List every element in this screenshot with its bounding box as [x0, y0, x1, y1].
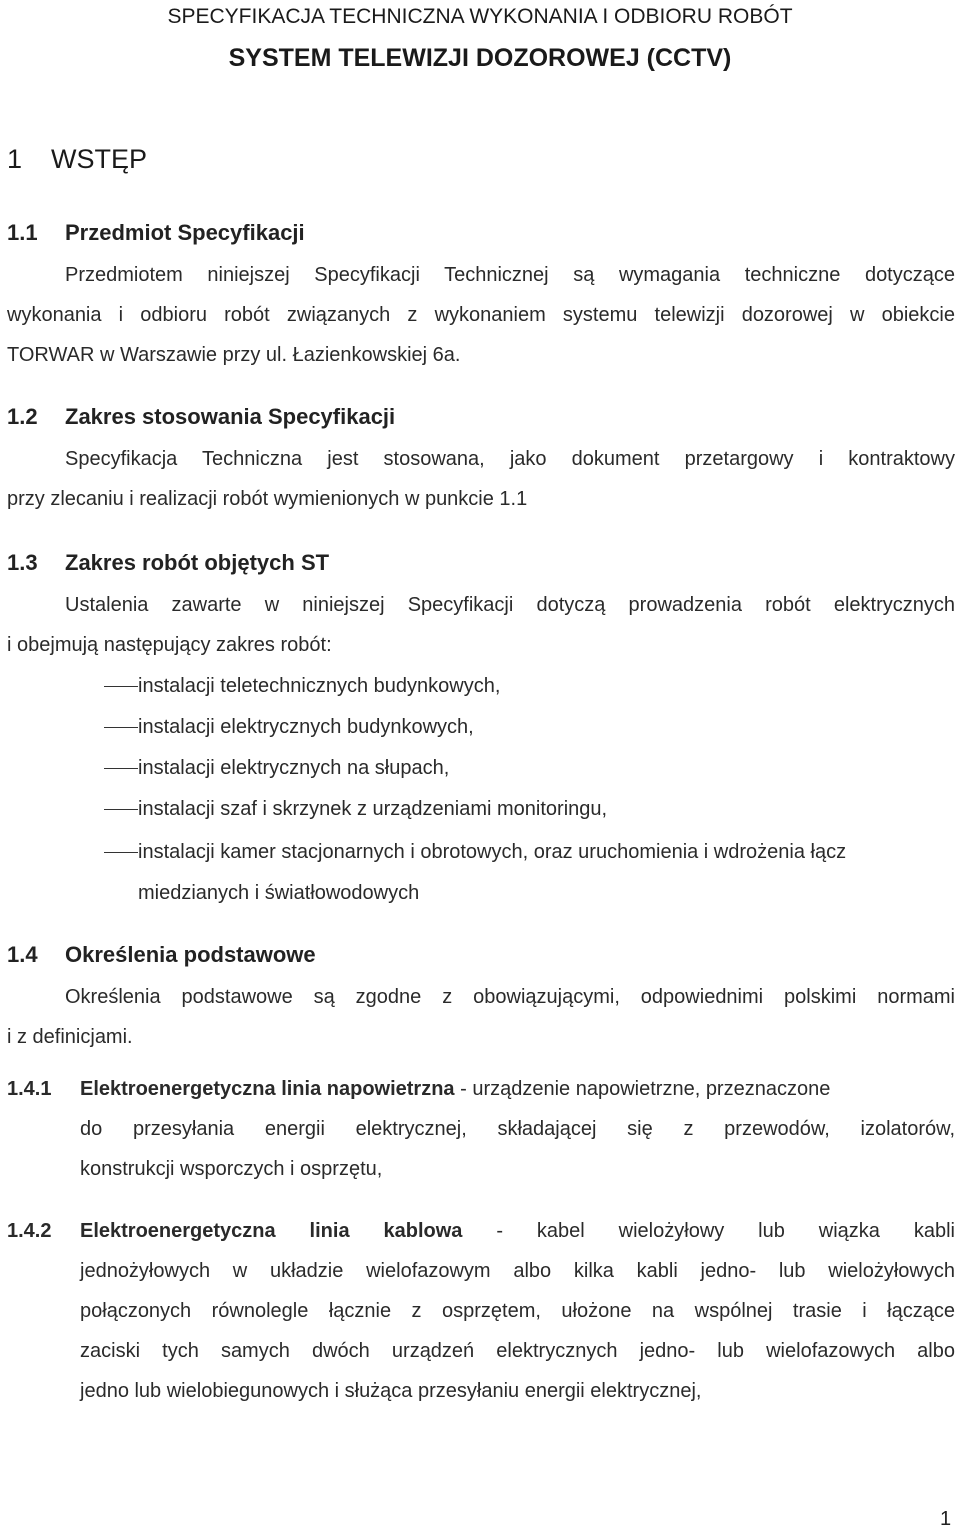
- definition-number: 1.4.1: [7, 1078, 52, 1100]
- subsection-heading-1-4: [7, 942, 316, 968]
- definition-line: jedno lub wielobiegunowych i służąca przesyłaniu energii elektrycznej,: [80, 1380, 702, 1402]
- definition-first-line: [80, 1220, 955, 1243]
- definition-line: zaciski tych samych dwóch urządzeń elektrycznych jedno- lub wielofazowych albo: [80, 1340, 955, 1362]
- subsection-number: 1.1: [7, 220, 38, 245]
- paragraph-line: Specyfikacja Techniczna jest stosowana, jako dokument przetargowy i kontraktowy: [65, 448, 955, 470]
- page-number: 1: [940, 1508, 952, 1530]
- paragraph-line: Określenia podstawowe są zgodne z obowiązującymi, odpowiednimi polskimi normami: [65, 986, 955, 1008]
- subsection-heading-1-3: [7, 550, 329, 576]
- list-item: instalacji kamer stacjonarnych i obrotowych, oraz uruchomienia i wdrożenia łącz: [138, 841, 847, 863]
- definition-line: do przesyłania energii elektrycznej, składającej się z przewodów, izolatorów,: [80, 1118, 955, 1140]
- subsection-heading-1-1: [7, 220, 305, 246]
- section-title: WSTĘP: [51, 144, 148, 174]
- list-dash: [104, 809, 138, 810]
- subsection-title: Przedmiot Specyfikacji: [65, 220, 305, 245]
- subsection-heading-1-2: [7, 404, 395, 430]
- section-heading-1: [7, 144, 147, 175]
- list-item: instalacji elektrycznych budynkowych,: [138, 716, 474, 738]
- definition-text: - urządzenie napowietrzne, przeznaczone: [454, 1078, 831, 1100]
- document-header-subtitle: SYSTEM TELEWIZJI DOZOROWEJ (CCTV): [228, 44, 732, 72]
- section-number: 1: [7, 144, 23, 174]
- definition-line: połączonych równolegle łącznie z osprzętem, ułożone na wspólnej trasie i łączące: [80, 1300, 955, 1322]
- list-item: instalacji teletechnicznych budynkowych,: [138, 675, 501, 697]
- subsection-number: 1.3: [7, 550, 38, 575]
- paragraph-line: i obejmują następujący zakres robót:: [7, 634, 332, 656]
- paragraph-line: Ustalenia zawarte w niniejszej Specyfikacji dotyczą prowadzenia robót elektrycznych: [65, 594, 955, 616]
- list-item: instalacji elektrycznych na słupach,: [138, 757, 450, 779]
- list-dash: [104, 852, 138, 853]
- subsection-title: Zakres robót objętych ST: [65, 550, 330, 575]
- list-item-continuation: miedzianych i światłowodowych: [138, 882, 420, 904]
- definition-number: 1.4.2: [7, 1220, 52, 1242]
- paragraph-line: i z definicjami.: [7, 1026, 133, 1048]
- list-dash: [104, 768, 138, 769]
- paragraph-line: Przedmiotem niniejszej Specyfikacji Technicznej są wymagania techniczne dotyczące: [65, 264, 955, 286]
- subsection-title: Określenia podstawowe: [65, 942, 316, 967]
- definition-text: - kabel wielożyłowy lub wiązka kabli: [462, 1220, 955, 1242]
- definition-term: Elektroenergetyczna linia kablowa: [80, 1220, 463, 1242]
- paragraph-line: TORWAR w Warszawie przy ul. Łazienkowskiej 6a.: [7, 344, 461, 366]
- definition-line: jednożyłowych w układzie wielofazowym albo kilka kabli jedno- lub wielożyłowych: [80, 1260, 955, 1282]
- paragraph-line: wykonania i odbioru robót związanych z wykonaniem systemu telewizji dozorowej w obiekcie: [7, 304, 955, 326]
- definition-line: konstrukcji wsporczych i osprzętu,: [80, 1158, 383, 1180]
- document-header-title: SPECYFIKACJA TECHNICZNA WYKONANIA I ODBIORU ROBÓT: [167, 5, 793, 28]
- list-dash: [104, 686, 138, 687]
- subsection-number: 1.4: [7, 942, 38, 967]
- subsection-number: 1.2: [7, 404, 38, 429]
- definition-term: Elektroenergetyczna linia napowietrzna: [80, 1078, 455, 1100]
- list-item: instalacji szaf i skrzynek z urządzeniami monitoringu,: [138, 798, 608, 820]
- subsection-title: Zakres stosowania Specyfikacji: [65, 404, 396, 429]
- list-dash: [104, 727, 138, 728]
- paragraph-line: przy zlecaniu i realizacji robót wymienionych w punkcie 1.1: [7, 488, 528, 510]
- definition-first-line: [80, 1078, 830, 1101]
